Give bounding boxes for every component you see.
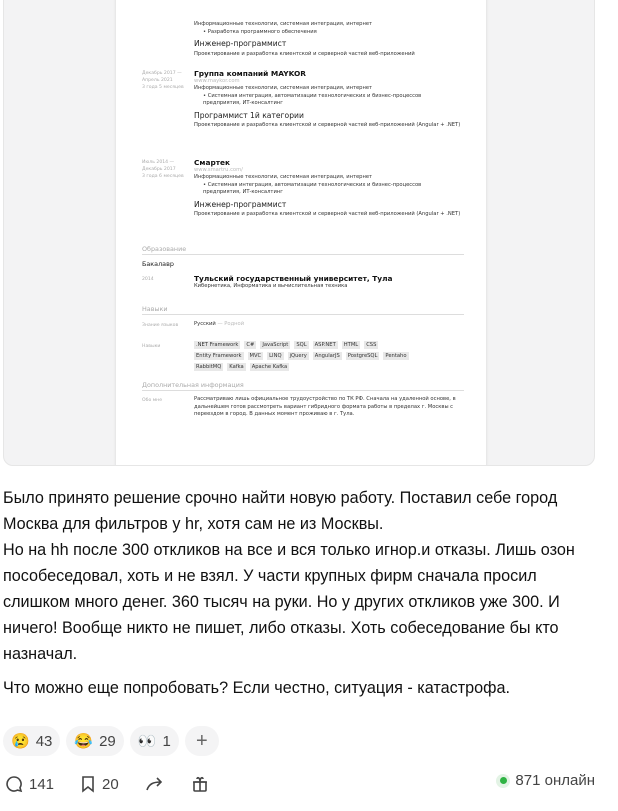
skill-tag: AngularJS: [314, 353, 340, 359]
skills-label: Навыки: [142, 344, 161, 349]
about-label: Обо мне: [142, 398, 163, 403]
comments-button[interactable]: [5, 775, 54, 793]
dates: Декабрь 2017: [142, 167, 176, 172]
post-paragraph: Было принято решение срочно найти новую работу. Поставил себе город Москва для фильтров у hr, хотя сам не из Москвы.: [3, 489, 558, 533]
online-indicator: [496, 772, 595, 789]
skill-tag: RabbitMQ: [196, 364, 222, 370]
duration: 3 года 6 месяцев: [142, 174, 184, 179]
position: Инженер-программист: [194, 199, 287, 209]
reactions: [3, 726, 219, 756]
post-paragraph: Но на hh после 300 откликов на все и вся только игнор.и отказы. Лишь озон пособеседовал, хоть и не взял. У части крупных фирм сначала просил слишком много денег. 360 тысяч на руки. Но у других откликов уже 300. И ничего! Вообще никто не пишет, либо отказы. Хоть собеседование бы кто назначал.: [3, 541, 575, 663]
comments-count: 141: [29, 775, 55, 793]
crying-emoji-icon: 😢: [11, 733, 30, 750]
dates: Апрель 2021: [142, 78, 173, 83]
about-text: Рассматриваю лишь официальное трудоустройство по ТК РФ. Сначала на удаленной основе, в дальнейшем готов рассмотреть вариант гибридного формата работы в пределах г. Москвы с переездом в город. В данных момент проживаю в г. Тула.: [194, 396, 456, 417]
section-skills: Навыки: [142, 305, 464, 315]
bullet: предприятия, ИТ-консалтинг: [203, 100, 283, 106]
dates: Июль 2014 —: [142, 160, 175, 165]
bullet: предприятия, ИТ-консалтинг: [203, 189, 283, 195]
bullet: • Системная интеграция, автоматизации технологических и бизнес-процессов: [203, 181, 422, 188]
education-year: 2014: [142, 277, 154, 282]
industry: Информационные технологии, системная интеграция, интернет: [194, 174, 373, 180]
industry: Информационные технологии, системная интеграция, интернет: [194, 85, 373, 91]
company-url: www.smartru.com/: [194, 166, 243, 173]
section-extra: Дополнительная информация: [142, 381, 464, 391]
skill-tag: Entity Framework: [196, 353, 242, 359]
comment-icon: [5, 775, 23, 793]
add-reaction-button[interactable]: +: [185, 726, 219, 756]
share-icon: [145, 775, 165, 793]
gift-icon: [191, 775, 209, 793]
skill-tag: ASP.NET: [314, 342, 336, 348]
company-url: www.maykor.com: [194, 77, 240, 84]
reaction-count: 43: [35, 732, 53, 750]
description: Проектирование и разработка клиентской и серверной частей веб-приложений (Angular + .NET): [194, 122, 461, 128]
language-level: — Родной: [217, 321, 245, 327]
skill-tag: JavaScript: [262, 342, 289, 348]
duration: 3 года 5 месяцев: [142, 85, 184, 90]
skill-tag: HTML: [343, 342, 359, 348]
description: Проектирование и разработка клиентской и серверной частей веб-приложений: [194, 50, 415, 57]
resume-page: [116, 0, 486, 466]
skill-tag: Pentaho: [385, 353, 407, 359]
skill-tag: CSS: [366, 342, 377, 348]
industry: Информационные технологии, системная интеграция, интернет: [194, 21, 373, 27]
reaction-laughing[interactable]: [66, 726, 123, 756]
skill-tag: .NET Framework: [196, 342, 239, 348]
company: Группа компаний MAYKOR: [194, 69, 306, 78]
skill-tag: LINQ: [269, 353, 282, 359]
skill-tag: Kafka: [229, 364, 244, 370]
skill-tag: jQuery: [289, 353, 307, 359]
reaction-eyes[interactable]: [130, 726, 179, 756]
eyes-emoji-icon: 👀: [137, 733, 157, 750]
bookmark-button[interactable]: [80, 775, 119, 793]
company: Смартек: [194, 158, 231, 167]
education-level: Бакалавр: [142, 260, 174, 268]
school: Тульский государственный университет, Тула: [194, 274, 393, 283]
bookmark-icon: [80, 775, 96, 793]
resume-screenshot[interactable]: [3, 0, 595, 466]
post-body: [3, 485, 603, 709]
laughing-emoji-icon: 😂: [74, 733, 94, 750]
skill-tag: PostgreSQL: [347, 353, 378, 359]
bullet: • Системная интеграция, автоматизации технологических и бизнес-процессов: [203, 92, 422, 99]
bookmarks-count: 20: [102, 775, 119, 793]
position: Программист 1й категории: [194, 110, 304, 120]
description: Проектирование и разработка клиентской и серверной частей веб-приложений (Angular + .NET): [194, 211, 461, 217]
faculty: Кибернетика, Информатика и вычислительная техника: [194, 282, 348, 289]
section-education: Образование: [142, 245, 464, 255]
online-dot-icon: [496, 774, 510, 788]
post-actions: [5, 772, 597, 796]
skill-tags: [194, 341, 414, 374]
skill-tag: Apache Kafka: [251, 364, 288, 370]
skill-tag: C#: [246, 342, 255, 348]
reaction-count: 1: [162, 732, 171, 750]
dates: Декабрь 2017 —: [142, 71, 182, 76]
skill-tag: MVC: [249, 353, 262, 359]
bullet: • Разработка программного обеспечения: [203, 28, 317, 35]
position: Инженер-программист: [194, 39, 287, 48]
language: Русский: [194, 321, 216, 327]
reaction-count: 29: [99, 732, 116, 750]
gift-button[interactable]: [191, 775, 209, 793]
reaction-crying[interactable]: [3, 726, 60, 756]
online-count: 871 онлайн: [515, 772, 595, 789]
post-paragraph: Что можно еще попробовать? Если честно, ситуация - катастрофа.: [3, 679, 510, 697]
lang-label: Знание языков: [142, 323, 179, 328]
share-button[interactable]: [145, 775, 165, 793]
skill-tag: SQL: [296, 342, 307, 348]
